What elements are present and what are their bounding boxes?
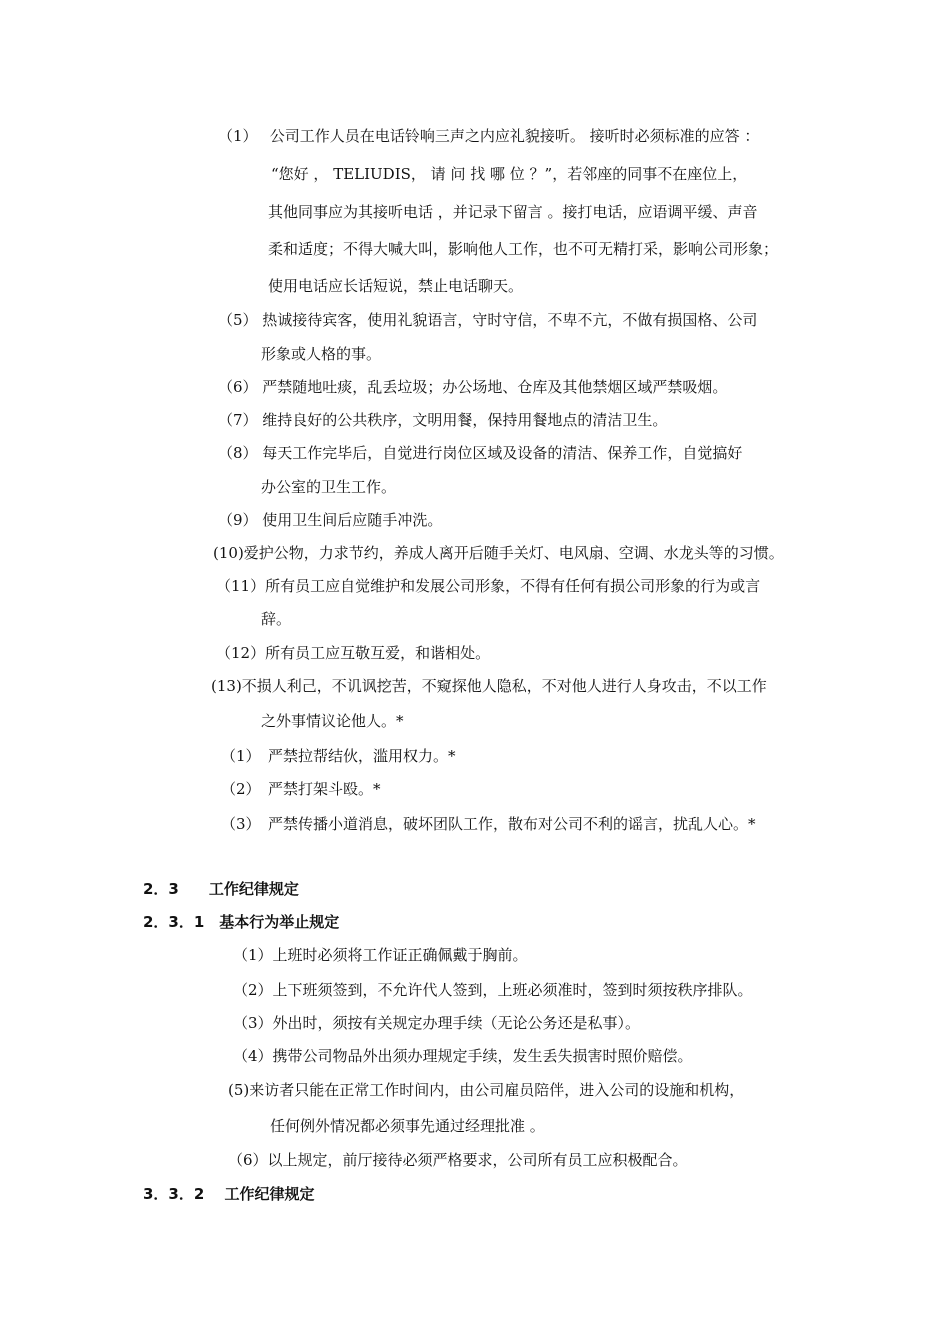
text-line: （5） 热诚接待宾客，使用礼貌语言，守时守信，不卑不亢，不做有损国格、公司 xyxy=(218,311,758,329)
section-heading: 2．3 工作纪律规定 xyxy=(143,880,299,898)
text-line: 形象或人格的事。 xyxy=(261,345,382,363)
text-line: 办公室的卫生工作。 xyxy=(261,478,397,496)
text-line: (13)不损人利己，不讥讽挖苦，不窥探他人隐私，不对他人进行人身攻击，不以工作 xyxy=(211,677,767,695)
text-line: （12）所有员工应互敬互爱，和谐相处。 xyxy=(216,644,491,662)
section-heading: 2．3．1 基本行为举止规定 xyxy=(143,913,340,931)
text-line: （9） 使用卫生间后应随手冲洗。 xyxy=(218,511,443,529)
text-line: (5)来访者只能在正常工作时间内，由公司雇员陪伴，进入公司的设施和机构， xyxy=(228,1081,745,1099)
text-line: （1） 严禁拉帮结伙，滥用权力。* xyxy=(221,747,456,765)
text-line: （1）上班时必须将工作证正确佩戴于胸前。 xyxy=(233,946,528,964)
text-line: （2）上下班须签到，不允许代人签到，上班必须准时，签到时须按秩序排队。 xyxy=(233,981,753,999)
text-line: （4）携带公司物品外出须办理规定手续，发生丢失损害时照价赔偿。 xyxy=(233,1047,693,1065)
text-line: （11）所有员工应自觉维护和发展公司形象，不得有任何有损公司形象的行为或言 xyxy=(216,577,761,595)
section-heading: 3．3．2 工作纪律规定 xyxy=(143,1185,315,1203)
text-line: （6） 严禁随地吐痰，乱丢垃圾；办公场地、仓库及其他禁烟区域严禁吸烟。 xyxy=(218,378,728,396)
text-line: （1） 公司工作人员在电话铃响三声之内应礼貌接听。 接听时必须标准的应答 ： xyxy=(218,127,760,145)
text-line: (10)爱护公物，力求节约，养成人离开后随手关灯、电风扇、空调、水龙头等的习惯。 xyxy=(213,544,784,562)
text-line: （8） 每天工作完毕后，自觉进行岗位区域及设备的清洁、保养工作，自觉搞好 xyxy=(218,444,743,462)
text-line: （6）以上规定，前厅接待必须严格要求，公司所有员工应积极配合。 xyxy=(228,1151,688,1169)
text-line: “您好 ， TELIUDIS， 请 问 找 哪 位 ？”，若邻座的同事不在座位上， xyxy=(271,165,748,183)
text-line: 任何例外情况都必须事先通过经理批准 。 xyxy=(270,1117,545,1135)
text-line: （7） 维持良好的公共秩序，文明用餐，保持用餐地点的清洁卫生。 xyxy=(218,411,668,429)
text-line: 柔和适度；不得大喊大叫，影响他人工作，也不可无精打采，影响公司形象； xyxy=(268,240,779,258)
text-line: 其他同事应为其接听电话 ，并记录下留言 。接打电话，应语调平缓、声音 xyxy=(268,203,758,221)
text-line: 之外事情议论他人。* xyxy=(261,712,404,730)
text-line: 辞。 xyxy=(261,610,292,628)
text-line: （2） 严禁打架斗殴。* xyxy=(221,780,381,798)
text-line: （3） 严禁传播小道消息，破坏团队工作，散布对公司不利的谣言，扰乱人心。* xyxy=(221,815,756,833)
text-line: 使用电话应长话短说，禁止电话聊天。 xyxy=(268,277,524,295)
text-line: （3）外出时，须按有关规定办理手续（无论公务还是私事）。 xyxy=(233,1014,641,1032)
